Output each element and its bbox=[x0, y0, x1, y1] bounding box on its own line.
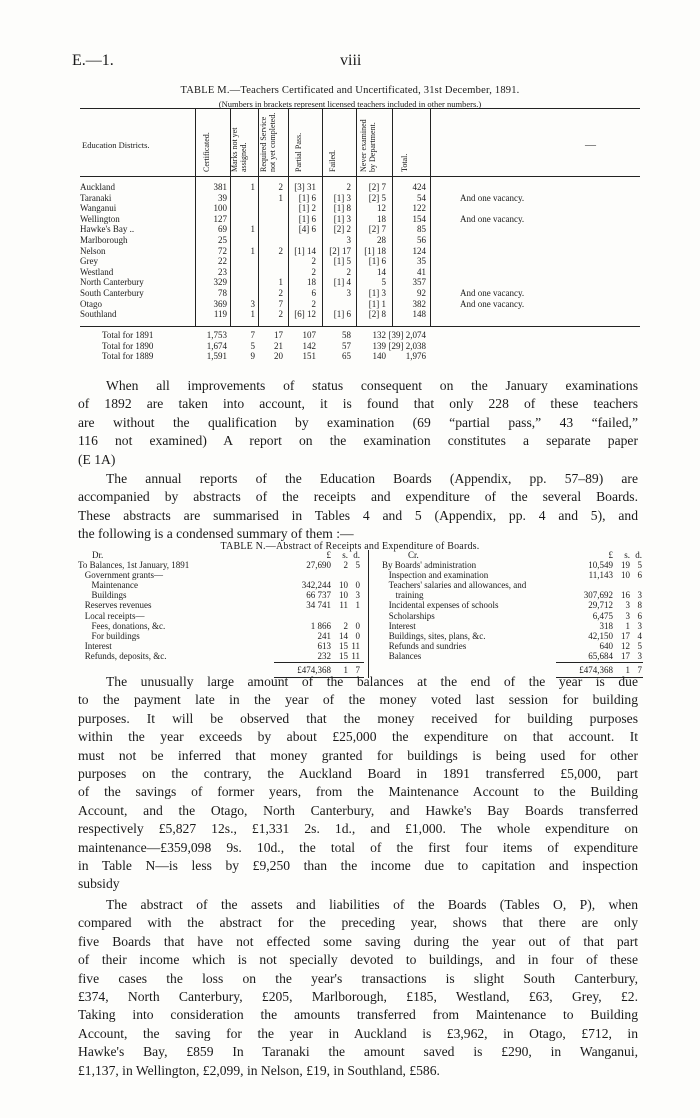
table-cell: 3 bbox=[346, 235, 351, 245]
district-name: Grey bbox=[80, 256, 98, 267]
table-row bbox=[80, 235, 640, 245]
receipt-amount: 1 bbox=[355, 600, 360, 611]
table-cell: 2 bbox=[311, 266, 316, 277]
table-cell: 1,976 bbox=[405, 351, 426, 362]
total-row bbox=[80, 351, 640, 361]
table-cell: 85 bbox=[417, 224, 426, 235]
table-cell: 1,674 bbox=[206, 340, 227, 351]
expenditure-amount: 19 bbox=[621, 560, 630, 570]
expenditure-amount: 307,692 bbox=[583, 590, 613, 601]
text-line: five cases the loss on the year's transactions is slight South Canterbury, bbox=[78, 970, 638, 986]
table-cell: 3 bbox=[346, 288, 351, 298]
currency-header: £ bbox=[326, 550, 331, 560]
text-line: Account, the saving for the year in Auckland is £3,962, in Otago, £712, in bbox=[78, 1025, 638, 1041]
paragraph-1 bbox=[78, 377, 638, 469]
table-row bbox=[80, 309, 640, 319]
table-cell: 1,591 bbox=[206, 351, 227, 362]
table-row bbox=[80, 256, 640, 266]
table-cell: 39 bbox=[218, 192, 227, 203]
currency-header: d. bbox=[353, 550, 360, 560]
table-n-caption: TABLE N.—Abstract of Receipts and Expenditure of Boards. bbox=[220, 541, 480, 552]
subtotal-rule bbox=[556, 662, 643, 663]
expenditure-amount: 4 bbox=[637, 630, 642, 641]
expenditure-amount: 3 bbox=[625, 610, 630, 621]
receipt-label: Refunds, deposits, &c. bbox=[78, 650, 167, 661]
subtotal-rule bbox=[274, 662, 364, 663]
table-cell: [1] 3 bbox=[333, 192, 351, 203]
currency-header: £ bbox=[608, 550, 613, 560]
table-cell: 18 bbox=[377, 213, 386, 224]
column-header: Marks not yet assigned. bbox=[230, 127, 248, 172]
text-line: purposes on the contrary, the Auckland Board in 1891 transferred £5,000, part bbox=[78, 766, 638, 782]
table-cell: 5 bbox=[381, 277, 386, 288]
text-line: Account, and the Otago, North Canterbury, and Hawke's Bay Boards transferred bbox=[78, 802, 638, 818]
district-name: Hawke's Bay .. bbox=[80, 224, 135, 235]
table-cell: 28 bbox=[377, 235, 386, 245]
table-cell: [1] 6 bbox=[368, 256, 386, 267]
expenditure-amount: 3 bbox=[625, 600, 630, 611]
paragraph-3 bbox=[78, 673, 638, 894]
table-cell: 72 bbox=[218, 245, 227, 256]
expenditure-label: Balances bbox=[382, 650, 422, 661]
table-cell: [2] 7 bbox=[368, 224, 386, 235]
table-row bbox=[80, 246, 640, 256]
table-cell: 381 bbox=[213, 182, 227, 192]
table-cell: [6] 12 bbox=[294, 309, 316, 320]
table-cell: 119 bbox=[213, 309, 227, 320]
expenditure-amount: 3 bbox=[637, 620, 642, 631]
table-cell: 3 bbox=[250, 298, 255, 309]
district-name: Otago bbox=[80, 298, 102, 309]
expenditure-label: By Boards' administration bbox=[382, 560, 477, 570]
expenditure-amount: 6 bbox=[637, 610, 642, 621]
column-header: Never examined by Department. bbox=[359, 119, 377, 172]
text-line: These abstracts are summarised in Tables 4 and 5 (Appendix, pp. 4 and 5), and bbox=[78, 507, 638, 523]
table-cell: 1,753 bbox=[206, 330, 227, 340]
table-cell: 21 bbox=[274, 340, 283, 351]
table-cell: 140 bbox=[372, 351, 386, 362]
table-cell: 2 bbox=[346, 266, 351, 277]
credit-header: Cr. bbox=[408, 550, 419, 560]
table-cell: 56 bbox=[417, 235, 426, 245]
table-cell: 20 bbox=[274, 351, 283, 362]
total-label: Total for 1891 bbox=[102, 330, 154, 340]
receipt-label: Buildings bbox=[78, 590, 127, 601]
table-cell: [2] 7 bbox=[368, 182, 386, 192]
expenditure-label: Incidental expenses of schools bbox=[382, 600, 499, 611]
table-cell: 107 bbox=[302, 330, 316, 340]
table-cell: 154 bbox=[412, 213, 426, 224]
receipt-amount: 0 bbox=[355, 580, 360, 591]
district-name: Nelson bbox=[80, 245, 106, 256]
table-cell: 139 bbox=[372, 340, 386, 351]
currency-header: d. bbox=[635, 550, 642, 560]
table-cell: 25 bbox=[218, 235, 227, 245]
expenditure-label: Scholarships bbox=[382, 610, 435, 621]
expenditure-amount: 5 bbox=[637, 560, 642, 570]
paragraph-2 bbox=[78, 470, 638, 544]
expenditure-label: Teachers' salaries and allowances, and bbox=[382, 580, 527, 591]
table-cell: 2 bbox=[278, 245, 283, 256]
table-cell: [3] 31 bbox=[294, 182, 316, 192]
text-line: The abstract of the assets and liabilities of the Boards (Tables O, P), when bbox=[106, 897, 638, 912]
receipt-amount: 11 bbox=[339, 600, 348, 611]
receipt-label: For buildings bbox=[78, 630, 140, 641]
table-row bbox=[80, 182, 640, 192]
table-m bbox=[80, 108, 640, 368]
expenditure-amount: 6,475 bbox=[592, 610, 613, 621]
currency-header: s. bbox=[624, 550, 630, 560]
table-cell: 41 bbox=[417, 266, 426, 277]
table-m-note: (Numbers in brackets represent licensed teachers included in other numbers.) bbox=[218, 99, 482, 109]
text-line: must not be inferred that money granted for buildings is being used for other bbox=[78, 747, 638, 763]
text-line: purposes. It will be observed that the money received for building purposes bbox=[78, 710, 638, 726]
table-cell: 5 bbox=[250, 340, 255, 351]
receipt-amount: 2 bbox=[343, 620, 348, 631]
table-cell: [1] 6 bbox=[298, 192, 316, 203]
receipt-amount: 27,690 bbox=[306, 560, 331, 570]
table-cell: 2 bbox=[278, 182, 283, 192]
table-row bbox=[80, 203, 640, 213]
currency-header: s. bbox=[342, 550, 348, 560]
table-cell: 1 bbox=[250, 182, 255, 192]
receipt-amount: 3 bbox=[355, 590, 360, 601]
receipt-label: Maintenance bbox=[78, 580, 138, 591]
text-line: of their income which is not specially devoted to buildings, and in four of these bbox=[78, 952, 638, 968]
receipt-label: Government grants— bbox=[78, 570, 163, 581]
table-cell: 9 bbox=[250, 351, 255, 362]
total-label: Total for 1890 bbox=[102, 340, 154, 351]
table-row bbox=[80, 193, 640, 203]
text-line: respectively £5,827 12s., £1,331 2s. 1d., and £1,000. The whole expenditure on bbox=[78, 821, 638, 837]
receipt-amount: 11 bbox=[351, 650, 360, 661]
text-line: (E 1A) bbox=[78, 451, 116, 467]
expenditure-amount: 8 bbox=[637, 600, 642, 611]
text-line: are without the qualification by examination (69 “partial pass,” 43 “failed,” bbox=[78, 414, 638, 430]
table-row bbox=[80, 214, 640, 224]
table-cell: 357 bbox=[412, 277, 426, 288]
text-line: compared with the abstract for the preceding year, shows that there are only bbox=[78, 915, 638, 931]
expenditure-label: Inspection and examination bbox=[382, 570, 489, 581]
district-name: Westland bbox=[80, 266, 114, 277]
table-m-caption: TABLE M.—Teachers Certificated and Uncertificated, 31st December, 1891. bbox=[180, 85, 520, 96]
text-line: Hawke's Bay, £859 In Taranaki the amount saved is £290, in Wanganui, bbox=[78, 1044, 638, 1060]
receipt-total: 1 bbox=[343, 665, 348, 675]
receipt-amount: 34 741 bbox=[306, 600, 331, 611]
text-line: of the savings of former years, from the Maintenance Account to the Building bbox=[78, 784, 638, 800]
receipt-amount: 14 bbox=[339, 630, 348, 641]
text-line: accompanied by abstracts of the receipts and expenditure of the several Boards. bbox=[78, 489, 638, 505]
expenditure-amount: 17 bbox=[621, 630, 630, 641]
receipt-amount: 232 bbox=[317, 650, 331, 661]
total-row bbox=[80, 341, 640, 351]
table-row bbox=[80, 288, 640, 298]
district-name: Southland bbox=[80, 309, 117, 320]
receipt-amount: 66 737 bbox=[306, 590, 331, 601]
expenditure-amount: 42,150 bbox=[588, 630, 613, 641]
table-row bbox=[80, 299, 640, 309]
table-cell: 329 bbox=[213, 277, 227, 288]
receipt-amount: 342,244 bbox=[301, 580, 331, 591]
table-cell: [1] 3 bbox=[333, 213, 351, 224]
table-cell: [2] 8 bbox=[368, 309, 386, 320]
receipt-amount: 10 bbox=[339, 590, 348, 601]
table-cell: 2 bbox=[278, 309, 283, 320]
table-cell: 12 bbox=[377, 203, 386, 214]
table-cell: 2 bbox=[311, 298, 316, 309]
table-cell: [1] 2 bbox=[298, 203, 316, 214]
table-cell: 1 bbox=[250, 245, 255, 256]
table-cell: 65 bbox=[342, 351, 351, 362]
row-remark: And one vacancy. bbox=[460, 192, 525, 203]
receipt-amount: 0 bbox=[355, 630, 360, 641]
expenditure-amount: 29,712 bbox=[588, 600, 613, 611]
receipt-amount: 10 bbox=[339, 580, 348, 591]
table-cell: 92 bbox=[417, 288, 426, 298]
expenditure-label: Interest bbox=[382, 620, 416, 631]
table-cell: 35 bbox=[417, 256, 426, 267]
table-cell: 2 bbox=[278, 288, 283, 298]
page-reference: E.—1. bbox=[72, 52, 114, 69]
expenditure-amount: 17 bbox=[621, 650, 630, 661]
expenditure-amount: 16 bbox=[621, 590, 630, 601]
table-cell: 6 bbox=[311, 288, 316, 298]
total-row bbox=[80, 330, 640, 340]
table-cell: 7 bbox=[278, 298, 283, 309]
table-cell: 23 bbox=[218, 266, 227, 277]
table-cell: [1] 1 bbox=[368, 298, 386, 309]
table-cell: 2 bbox=[346, 182, 351, 192]
expenditure-total: 1 bbox=[625, 665, 630, 675]
expenditure-amount: 12 bbox=[621, 640, 630, 651]
table-cell: 151 bbox=[302, 351, 316, 362]
expenditure-amount: 11,143 bbox=[588, 570, 613, 581]
table-n-divider bbox=[368, 550, 369, 678]
table-cell: 54 bbox=[417, 192, 426, 203]
table-cell: [2] 2 bbox=[333, 224, 351, 235]
table-cell: 58 bbox=[342, 330, 351, 340]
expenditure-label: Buildings, sites, plans, &c. bbox=[382, 630, 486, 641]
table-cell: 7 bbox=[250, 330, 255, 340]
table-row bbox=[80, 267, 640, 277]
district-name: Wellington bbox=[80, 213, 120, 224]
expenditure-amount: 10,549 bbox=[588, 560, 613, 570]
receipt-amount: 2 bbox=[343, 560, 348, 570]
receipt-amount: 613 bbox=[317, 640, 331, 651]
text-line: to the payment late in the year of the money voted last session for building bbox=[78, 692, 638, 708]
table-cell: [2] 17 bbox=[329, 245, 351, 256]
table-cell: 424 bbox=[412, 182, 426, 192]
table-cell: 18 bbox=[307, 277, 316, 288]
table-cell: [29] 2,038 bbox=[388, 340, 426, 351]
expenditure-amount: 318 bbox=[599, 620, 613, 631]
text-line: five Boards that have not effected some saving during the year out of that part bbox=[78, 933, 638, 949]
text-line: When all improvements of status consequent on the January examinations bbox=[106, 378, 638, 393]
debit-header: Dr. bbox=[92, 550, 104, 560]
row-remark: And one vacancy. bbox=[460, 213, 525, 224]
district-name: Auckland bbox=[80, 182, 115, 192]
column-header: Partial Pass. bbox=[294, 132, 303, 172]
receipt-amount: 5 bbox=[355, 560, 360, 570]
paragraph-4 bbox=[78, 896, 638, 1080]
expenditure-amount: 65,684 bbox=[588, 650, 613, 661]
table-cell: [2] 5 bbox=[368, 192, 386, 203]
table-cell: [4] 6 bbox=[298, 224, 316, 235]
table-cell: 142 bbox=[302, 340, 316, 351]
table-cell: 127 bbox=[213, 213, 227, 224]
table-row bbox=[80, 277, 640, 287]
receipt-label: Interest bbox=[78, 640, 112, 651]
table-cell: 132 bbox=[372, 330, 386, 340]
receipt-amount: 11 bbox=[351, 640, 360, 651]
table-cell: 369 bbox=[213, 298, 227, 309]
receipt-amount: 1 866 bbox=[310, 620, 331, 631]
table-n bbox=[78, 550, 643, 690]
table-cell: 148 bbox=[412, 309, 426, 320]
text-line: £374, North Canterbury, £205, Marlborough, £185, Westland, £63, Grey, £2. bbox=[78, 989, 638, 1005]
receipt-total: £474,368 bbox=[297, 665, 331, 675]
table-row bbox=[80, 224, 640, 234]
table-cell: 100 bbox=[213, 203, 227, 214]
text-line: £1,137, in Wellington, £2,099, in Nelson, £19, in Southland, £586. bbox=[78, 1062, 440, 1078]
receipt-amount: 0 bbox=[355, 620, 360, 631]
table-cell: 382 bbox=[412, 298, 426, 309]
column-header: Failed. bbox=[328, 150, 337, 172]
table-cell: 17 bbox=[274, 330, 283, 340]
district-name: Marlborough bbox=[80, 235, 128, 245]
expenditure-label: training bbox=[382, 590, 424, 601]
text-line: maintenance—£359,098 9s. 10d., the total of the first four items of expenditure bbox=[78, 839, 638, 855]
receipt-amount: 241 bbox=[317, 630, 331, 641]
district-name: Wanganui bbox=[80, 203, 117, 214]
text-line: of 1892 are taken into account, it is found that only 228 of these teachers bbox=[78, 396, 638, 412]
column-header: Certificated. bbox=[202, 132, 211, 172]
table-cell: [39] 2,074 bbox=[388, 330, 426, 340]
table-cell: [1] 18 bbox=[364, 245, 386, 256]
text-line: The unusually large amount of the balances at the end of the year is due bbox=[106, 674, 638, 689]
table-cell: 78 bbox=[218, 288, 227, 298]
text-line: within the year exceeds by about £25,000 the expenditure on that account. It bbox=[78, 729, 638, 745]
table-cell: 57 bbox=[342, 340, 351, 351]
total-label: Total for 1889 bbox=[102, 351, 154, 362]
row-remark: And one vacancy. bbox=[460, 288, 525, 298]
district-name: North Canterbury bbox=[80, 277, 144, 288]
expenditure-amount: 1 bbox=[625, 620, 630, 631]
table-cell: [1] 3 bbox=[368, 288, 386, 298]
table-cell: [1] 4 bbox=[333, 277, 351, 288]
expenditure-amount: 5 bbox=[637, 640, 642, 651]
table-cell: 122 bbox=[412, 203, 426, 214]
row-remark: And one vacancy. bbox=[460, 298, 525, 309]
expenditure-amount: 3 bbox=[637, 650, 642, 661]
districts-header: Education Districts. bbox=[82, 140, 150, 150]
expenditure-label: Refunds and sundries bbox=[382, 640, 467, 651]
text-line: 116 not examined) A report on the examination constitutes a separate paper bbox=[78, 433, 638, 449]
expenditure-amount: 6 bbox=[637, 570, 642, 581]
table-cell: 69 bbox=[218, 224, 227, 235]
receipt-label: Local receipts— bbox=[78, 610, 145, 621]
table-cell: [1] 14 bbox=[294, 245, 316, 256]
expenditure-total: £474,368 bbox=[579, 665, 613, 675]
text-line: the following is a condensed summary of them :— bbox=[78, 526, 354, 542]
table-cell: [1] 8 bbox=[333, 203, 351, 214]
column-header: Required Service not yet completed. bbox=[259, 112, 277, 172]
receipt-label: To Balances, 1st January, 1891 bbox=[78, 560, 190, 570]
table-cell: [1] 6 bbox=[298, 213, 316, 224]
table-cell: 1 bbox=[250, 224, 255, 235]
expenditure-total: 7 bbox=[637, 665, 642, 675]
expenditure-amount: 10 bbox=[621, 570, 630, 581]
table-cell: 2 bbox=[311, 256, 316, 267]
page-number: viii bbox=[340, 52, 362, 69]
text-line: subsidy bbox=[78, 876, 120, 892]
district-name: Taranaki bbox=[80, 192, 112, 203]
expenditure-amount: 640 bbox=[599, 640, 613, 651]
table-cell: [1] 5 bbox=[333, 256, 351, 267]
table-cell: 22 bbox=[218, 256, 227, 267]
table-cell: 14 bbox=[377, 266, 386, 277]
table-cell: 1 bbox=[278, 192, 283, 203]
receipt-total: 7 bbox=[355, 665, 360, 675]
table-cell: 1 bbox=[278, 277, 283, 288]
district-name: South Canterbury bbox=[80, 288, 144, 298]
text-line: The annual reports of the Education Boards (Appendix, pp. 57–89) are bbox=[106, 471, 638, 486]
receipt-amount: 15 bbox=[339, 650, 348, 661]
table-cell: [1] 6 bbox=[333, 309, 351, 320]
text-line: in Table N—is less by £9,250 than the income due to capitation and inspection bbox=[78, 858, 638, 874]
expenditure-amount: 3 bbox=[637, 590, 642, 601]
text-line: Taking into consideration the amounts transferred from Maintenance to Building bbox=[78, 1007, 638, 1023]
receipt-label: Fees, donations, &c. bbox=[78, 620, 166, 631]
remarks-header: — bbox=[585, 139, 596, 151]
receipt-label: Reserves revenues bbox=[78, 600, 152, 611]
column-header: Total. bbox=[400, 153, 409, 172]
table-cell: 124 bbox=[412, 245, 426, 256]
table-cell: 1 bbox=[250, 309, 255, 320]
receipt-amount: 15 bbox=[339, 640, 348, 651]
